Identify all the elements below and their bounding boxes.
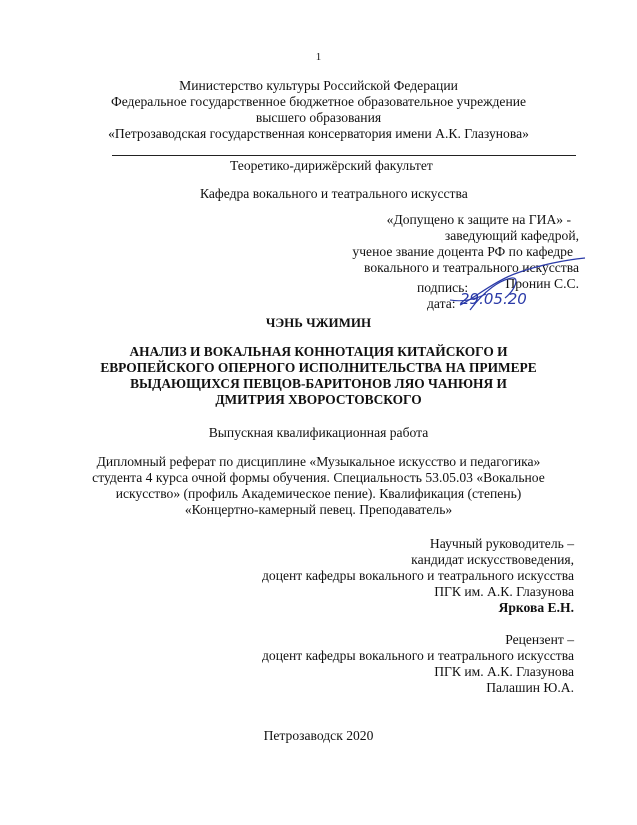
city-year: Петрозаводск 2020: [263, 728, 374, 743]
thesis-title-line-4: ДМИТРИЯ ХВОРОСТОВСКОГО: [215, 392, 422, 407]
conservatory-name: «Петрозаводская государственная консерватория имени А.К. Глазунова»: [108, 126, 529, 141]
description-line-3: искусство» (профиль Академическое пение). Квалификация (степень): [115, 486, 522, 501]
signature-label: подпись:: [417, 280, 469, 295]
reviewer-line-1: Рецензент –: [505, 632, 574, 647]
thesis-title-line-3: ВЫДАЮЩИХСЯ ПЕВЦОВ-БАРИТОНОВ ЛЯО ЧАНЮНЯ И: [130, 376, 507, 391]
faculty: Теоретико-дирижёрский факультет: [230, 158, 433, 173]
work-type: Выпускная квалификационная работа: [208, 425, 429, 440]
approval-line-2: заведующий кафедрой,: [444, 228, 579, 243]
thesis-title-line-2: ЕВРОПЕЙСКОГО ОПЕРНОГО ИСПОЛНИТЕЛЬСТВА НА ПРИМЕРЕ: [100, 360, 537, 375]
description-line-1: Дипломный реферат по дисциплине «Музыкальное искусство и педагогика»: [96, 454, 541, 469]
approval-line-4: вокального и театрального искусства: [364, 260, 579, 275]
approval-line-5: Пронин С.С.: [505, 276, 579, 291]
supervisor-line-4: ПГК им. А.К. Глазунова: [434, 584, 574, 599]
author-name: ЧЭНЬ ЧЖИМИН: [265, 315, 372, 330]
approval-line-3: ученое звание доцента РФ по кафедре: [352, 244, 573, 259]
institution-line-2: высшего образования: [255, 110, 382, 125]
handwritten-date: 29.05.20: [460, 290, 527, 308]
reviewer-line-3: ПГК им. А.К. Глазунова: [434, 664, 574, 679]
department: Кафедра вокального и театрального искусства: [200, 186, 468, 201]
page-number: 1: [315, 51, 322, 63]
date-label: дата:: [427, 296, 456, 311]
supervisor-line-3: доцент кафедры вокального и театрального искусства: [262, 568, 574, 583]
supervisor-name: Яркова Е.Н.: [498, 600, 574, 615]
reviewer-name: Палашин Ю.А.: [486, 680, 574, 695]
reviewer-line-2: доцент кафедры вокального и театрального искусства: [262, 648, 574, 663]
institution-line-1: Федеральное государственное бюджетное образовательное учреждение: [110, 94, 527, 109]
description-line-2: студента 4 курса очной формы обучения. Специальность 53.05.03 «Вокальное: [92, 470, 545, 485]
thesis-title-line-1: АНАЛИЗ И ВОКАЛЬНАЯ КОННОТАЦИЯ КИТАЙСКОГО И: [129, 344, 508, 359]
ministry-line: Министерство культуры Российской Федерации: [179, 78, 458, 93]
header-divider: [112, 155, 576, 156]
supervisor-line-1: Научный руководитель –: [429, 536, 574, 551]
approval-line-1: «Допущено к защите на ГИА» -: [386, 212, 571, 227]
supervisor-line-2: кандидат искусствоведения,: [411, 552, 574, 567]
description-line-4: «Концертно-камерный певец. Преподаватель»: [184, 502, 453, 517]
